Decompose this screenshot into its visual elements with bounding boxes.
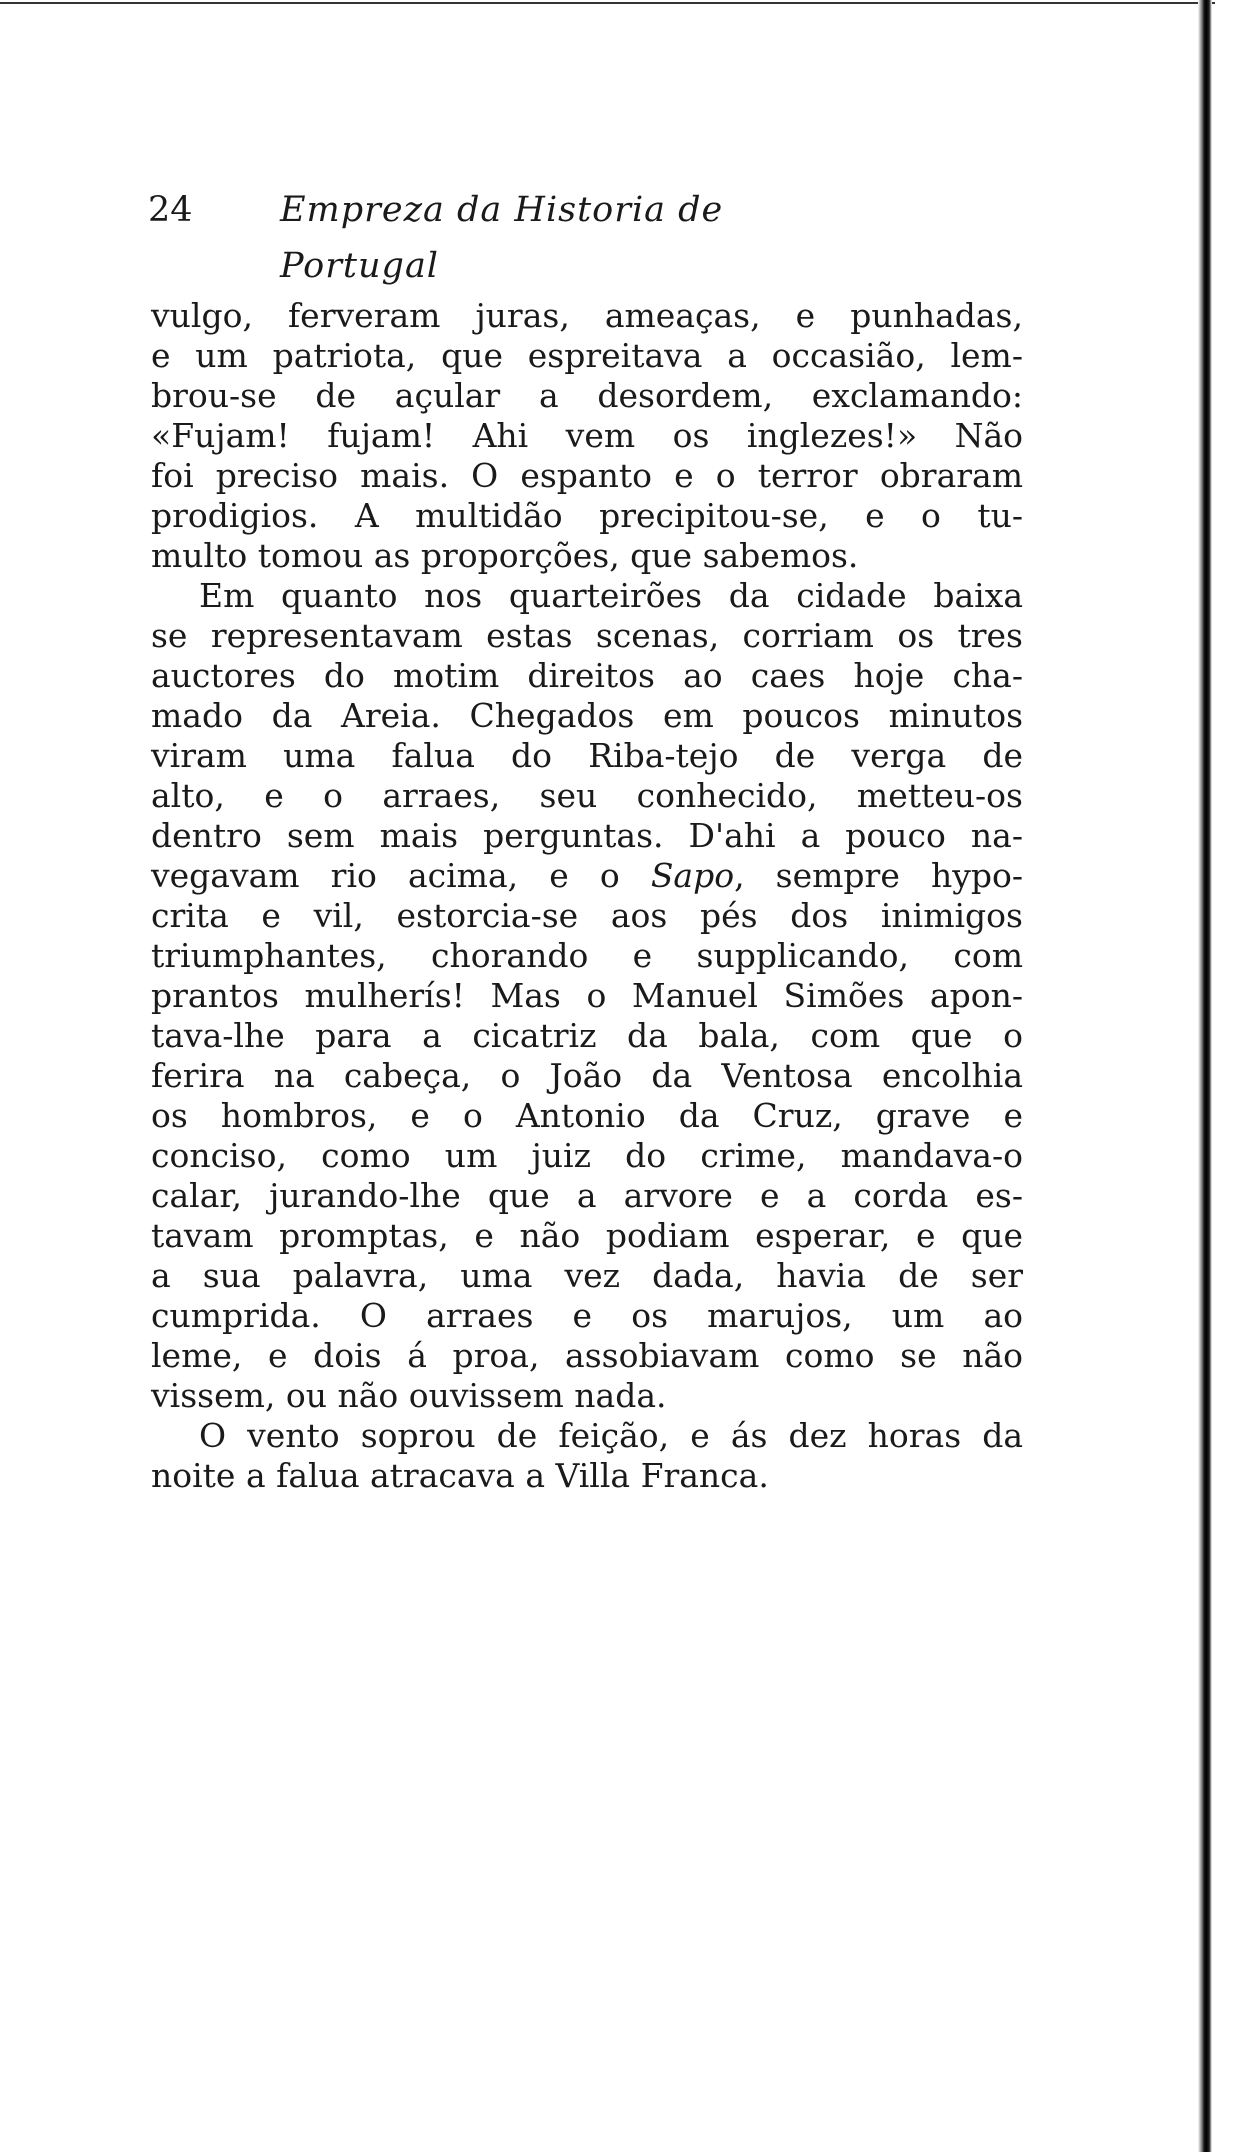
text-line: triumphantes, chorando e supplicando, com	[151, 936, 1023, 975]
paragraph-start-line: Em quanto nos quarteirões da cidade baixa	[199, 576, 1023, 615]
text-line: dentro sem mais perguntas. D'ahi a pouco na-	[151, 816, 1023, 855]
text-line: os hombros, e o Antonio da Cruz, grave e	[151, 1096, 1023, 1135]
text-line: multo tomou as proporções, que sabemos.	[151, 536, 859, 575]
text-line: cumprida. O arraes e os marujos, um ao	[151, 1296, 1023, 1335]
text-line: brou-se de açular a desordem, exclamando:	[151, 376, 1023, 415]
text-line: tava-lhe para a cicatriz da bala, com que o	[151, 1016, 1023, 1055]
text-line: auctores do motim direitos ao caes hoje cha-	[151, 656, 1023, 695]
body-text	[151, 296, 1023, 1496]
text-line: conciso, como um juiz do crime, mandava-o	[151, 1136, 1023, 1175]
text-line: mado da Areia. Chegados em poucos minutos	[151, 696, 1023, 735]
page-number: 24	[148, 190, 193, 230]
text-line: vegavam rio acima, e o Sapo, sempre hypo-	[151, 856, 1023, 895]
text-line: a sua palavra, uma vez dada, havia de ser	[151, 1256, 1023, 1295]
text-line: se representavam estas scenas, corriam os tres	[151, 616, 1023, 655]
paragraph-start-line: O vento soprou de feição, e ás dez horas da	[199, 1416, 1023, 1455]
text-line: alto, e o arraes, seu conhecido, metteu-os	[151, 776, 1023, 815]
text-line: viram uma falua do Riba-tejo de verga de	[151, 736, 1023, 775]
text-line: vulgo, ferveram juras, ameaças, e punhadas,	[151, 296, 1023, 335]
text-line: leme, e dois á proa, assobiavam como se não	[151, 1336, 1023, 1375]
binding-edge-shadow	[1198, 0, 1212, 2152]
text-line: crita e vil, estorcia-se aos pés dos inimigos	[151, 896, 1023, 935]
text-line: noite a falua atracava a Villa Franca.	[151, 1456, 769, 1495]
text-line: tavam promptas, e não podiam esperar, e que	[151, 1216, 1023, 1255]
text-line: prantos mulherís! Mas o Manuel Simões apon-	[151, 976, 1023, 1015]
text-line: «Fujam! fujam! Ahi vem os inglezes!» Não	[151, 416, 1023, 455]
text-line: e um patriota, que espreitava a occasião, lem-	[151, 336, 1023, 375]
text-line: prodigios. A multidão precipitou-se, e o tu-	[151, 496, 1023, 535]
text-line: ferira na cabeça, o João da Ventosa encolhia	[151, 1056, 1023, 1095]
text-line: vissem, ou não ouvissem nada.	[151, 1376, 667, 1415]
text-line: calar, jurando-lhe que a arvore e a corda es-	[151, 1176, 1023, 1215]
top-edge-rule	[0, 2, 1215, 4]
italic-name: Sapo	[650, 856, 735, 895]
text-line: foi preciso mais. O espanto e o terror obraram	[151, 456, 1023, 495]
running-head	[148, 182, 878, 286]
running-title: Empreza da Historia de Portugal	[280, 190, 724, 286]
